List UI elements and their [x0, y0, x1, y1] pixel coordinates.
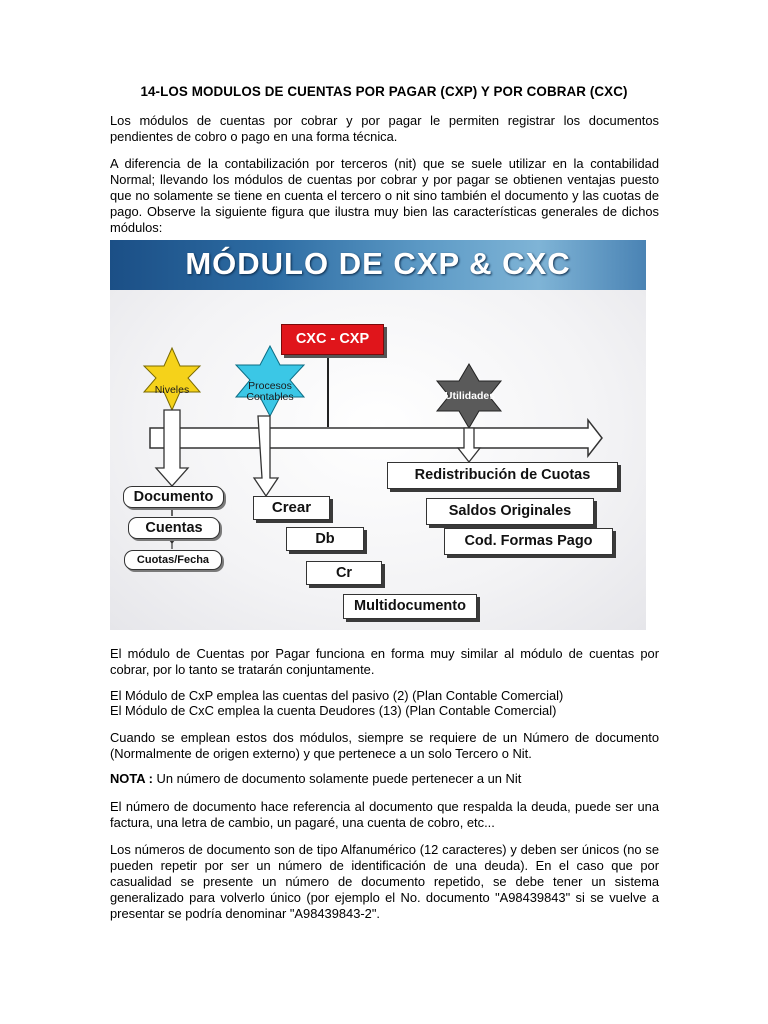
- niveles-item-cuotas-fecha: Cuotas/Fecha: [124, 550, 222, 570]
- niveles-label: Niveles: [154, 384, 190, 396]
- sixth-paragraph: Los números de documento son de tipo Alfanumérico (12 caracteres) y deben ser únicos (no se pueden repetir por ser un número de identificación de una deuda). En el caso que por casualidad se presente un número de documento repetido, se debe tener un sistema generalizado para volverlo único (por ejemplo el No. documento "A98439843" si se vuelve a presentar se podría denominar "A98439843-2".: [110, 842, 659, 921]
- nota-line: [110, 771, 521, 787]
- document-heading: 14-LOS MODULOS DE CUENTAS POR PAGAR (CXP) Y POR COBRAR (CXC): [140, 84, 628, 99]
- fourth-paragraph: Cuando se emplean estos dos módulos, siempre se requiere de un Número de documento (Normalmente de origen externo) y que pertenece a un solo Tercero o Nit.: [110, 730, 659, 761]
- niveles-star: [144, 348, 200, 410]
- fifth-paragraph: El número de documento hace referencia al documento que respalda la deuda, puede ser una factura, una letra de cambio, un pagaré, una cuenta de cobro, etc...: [110, 799, 659, 830]
- nota-text: Un número de documento solamente puede pertenecer a un Nit: [152, 771, 522, 786]
- cxp-cxc-figure: [110, 240, 646, 630]
- procesos-item-multidocumento: Multidocumento: [343, 594, 477, 619]
- timeline-arrow: [150, 420, 602, 456]
- figure-title: MÓDULO DE CXP & CXC: [185, 246, 571, 281]
- utilidades-item-saldos: Saldos Originales: [426, 498, 594, 525]
- cxp-line: El Módulo de CxP emplea las cuentas del pasivo (2) (Plan Contable Comercial): [110, 688, 564, 703]
- utilidades-item-redistribucion: Redistribución de Cuotas: [387, 462, 618, 489]
- procesos-label: Procesos Contables: [246, 380, 294, 403]
- third-paragraph: El módulo de Cuentas por Pagar funciona en forma muy similar al módulo de cuentas por cobrar, por lo tanto se tratarán conjuntamente.: [110, 646, 659, 677]
- root-box: CXC - CXP: [281, 324, 384, 355]
- utilidades-item-cod-formas: Cod. Formas Pago: [444, 528, 613, 555]
- procesos-item-db: Db: [286, 527, 364, 551]
- procesos-item-crear: Crear: [253, 496, 330, 520]
- nota-label: NOTA :: [110, 771, 153, 786]
- utilidades-label: Utilidades: [444, 390, 496, 402]
- niveles-item-documento: Documento: [123, 486, 224, 508]
- niveles-item-cuentas: Cuentas: [128, 517, 220, 539]
- cxc-line: El Módulo de CxC emplea la cuenta Deudores (13) (Plan Contable Comercial): [110, 703, 557, 718]
- second-paragraph: A diferencia de la contabilización por terceros (nit) que se suele utilizar en la contabilidad Normal; llevando los módulos de cuentas por cobrar y por pagar se obtienen ventajas puesto que no solamente se tiene en cuenta el tercero o nit sino también el documento y las cuotas de pago. Observe la siguiente figura que ilustra muy bien las características generales de dichos módulos:: [110, 156, 659, 235]
- procesos-item-cr: Cr: [306, 561, 382, 585]
- intro-paragraph: Los módulos de cuentas por cobrar y por pagar le permiten registrar los documentos pendientes de cobro o pago en una forma técnica.: [110, 113, 659, 144]
